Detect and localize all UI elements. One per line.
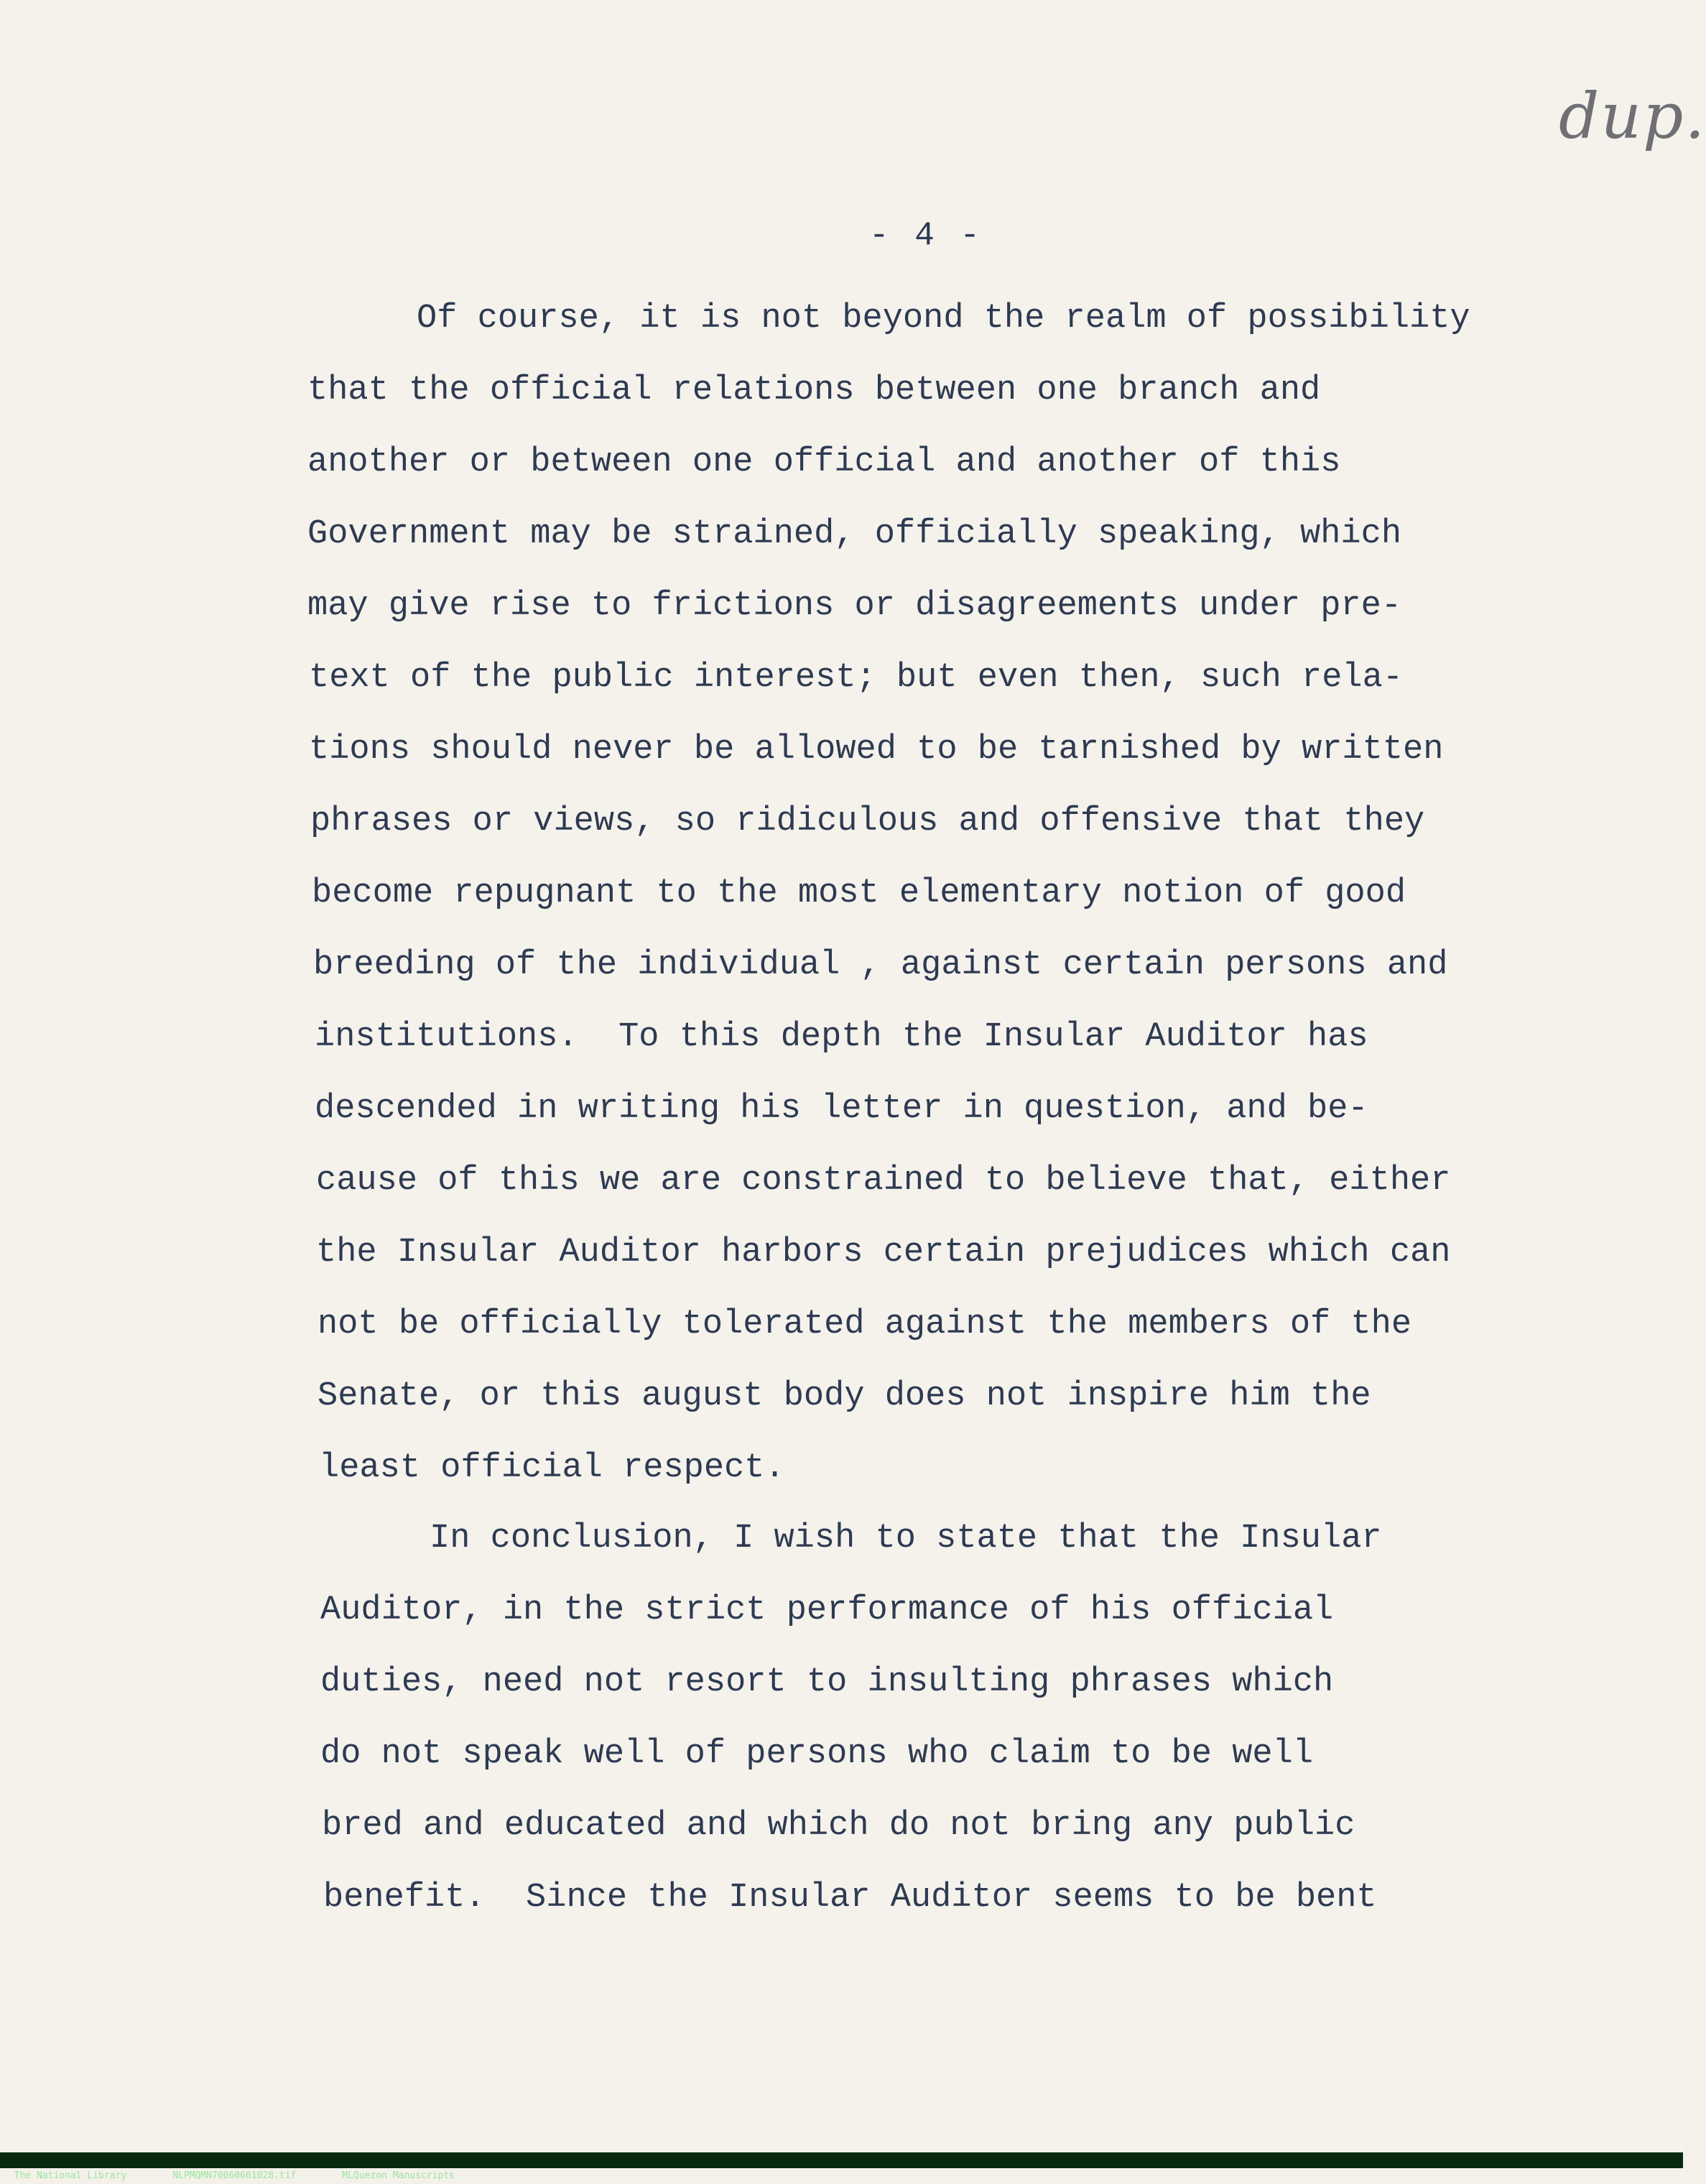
text-line: another or between one official and another of this	[307, 443, 1341, 481]
text-line: do not speak well of persons who claim to be well	[320, 1735, 1314, 1773]
text-line: not be officially tolerated against the members of the	[317, 1305, 1412, 1343]
text-line: least official respect.	[319, 1449, 785, 1487]
text-line: descended in writing his letter in question, and be-	[315, 1090, 1368, 1128]
archive-footer	[0, 2152, 1683, 2181]
text-line: that the official relations between one branch and	[307, 371, 1321, 410]
text-line: institutions. To this depth the Insular Auditor has	[315, 1018, 1368, 1056]
text-line: Auditor, in the strict performance of his official	[320, 1591, 1334, 1629]
text-line: cause of this we are constrained to believe that, either	[316, 1162, 1451, 1200]
text-line: breeding of the individual , against certain persons and	[313, 946, 1448, 984]
text-line: may give rise to frictions or disagreements under pre-	[307, 587, 1402, 625]
text-line: bred and educated and which do not bring any public	[322, 1807, 1355, 1845]
text-line: Senate, or this august body does not inspire him the	[317, 1377, 1371, 1415]
text-line: the Insular Auditor harbors certain prejudices which can	[316, 1234, 1451, 1272]
footer-library: The National Library	[14, 2170, 127, 2181]
page-number: - 4 -	[869, 217, 983, 254]
footer-collection: MLQuezon Manuscripts	[342, 2170, 455, 2181]
text-line: Government may be strained, officially speaking, which	[307, 515, 1402, 553]
text-line: text of the public interest; but even then, such rela-	[309, 659, 1404, 697]
text-line: tions should never be allowed to be tarnished by written	[309, 731, 1444, 769]
footer-file: NLPMQMN70060601028.tif	[172, 2170, 297, 2181]
handwritten-annotation: dup.	[1559, 79, 1706, 153]
text-line: duties, need not resort to insulting phrases which	[320, 1663, 1334, 1701]
text-line: In conclusion, I wish to state that the Insular	[430, 1519, 1382, 1558]
text-line: Of course, it is not beyond the realm of possibility	[417, 300, 1470, 338]
text-line: become repugnant to the most elementary notion of good	[312, 874, 1406, 912]
text-line: phrases or views, so ridiculous and offensive that they	[310, 802, 1425, 841]
text-line: benefit. Since the Insular Auditor seems to be bent	[323, 1879, 1377, 1917]
